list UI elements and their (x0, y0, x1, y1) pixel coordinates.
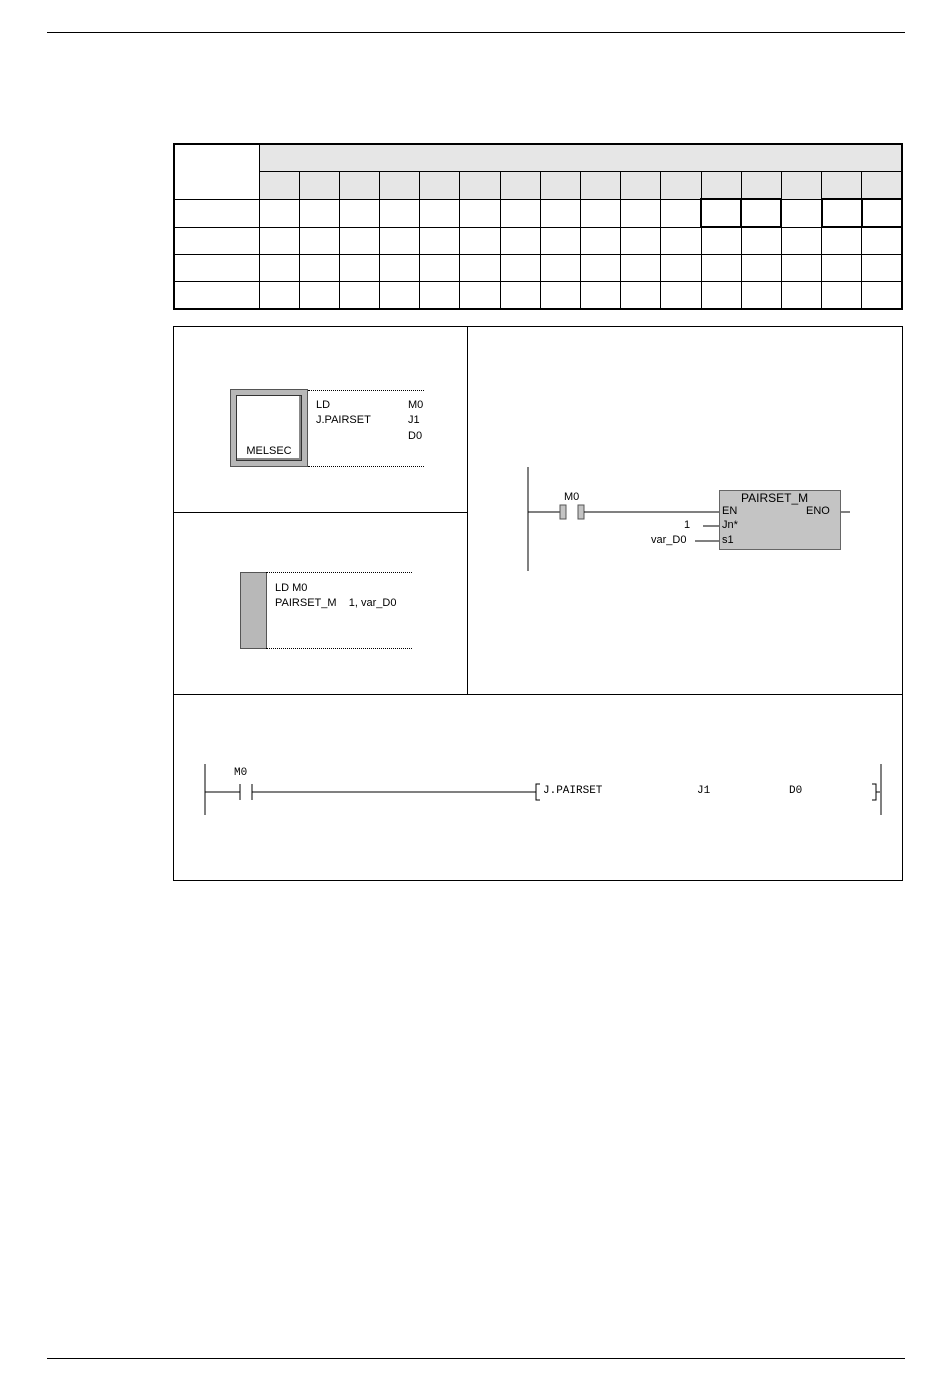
fb-input-value-1: 1 (684, 519, 691, 531)
ladder-operand-2: D0 (789, 785, 803, 797)
table-subheader-row (174, 172, 902, 200)
fb-pin-en: EN (722, 505, 738, 517)
fb-input-value-2: var_D0 (651, 534, 687, 546)
fb-pin-jn: Jn* (722, 519, 738, 531)
table-row (174, 199, 902, 227)
row-divider (174, 512, 467, 513)
listing-bottom-rule (308, 466, 424, 467)
section-divider (174, 694, 902, 695)
melsec-icon (230, 389, 308, 467)
il-op-2: J.PAIRSET (316, 414, 371, 426)
ladder-contact-label: M0 (234, 767, 248, 779)
device-table (173, 143, 903, 310)
bottom-rule (47, 1358, 905, 1359)
listing-top-rule (308, 390, 424, 391)
column-divider (467, 327, 468, 694)
il-arg-2: J1 (408, 414, 420, 426)
il-op-1: LD (316, 399, 331, 411)
listing-top-rule (266, 572, 412, 573)
fb-pin-eno: ENO (806, 505, 830, 517)
il-arg-3: D0 (408, 430, 423, 442)
melsec-icon-label: MELSEC (246, 445, 292, 457)
iec-listing-bar (240, 572, 267, 649)
table-corner-cell (174, 144, 259, 199)
table-row (174, 255, 902, 282)
iec-line-2: PAIRSET_M 1, var_D0 (275, 597, 397, 609)
ladder-instruction: J.PAIRSET (543, 785, 603, 797)
il-arg-1: M0 (408, 399, 424, 411)
fbd-contact-label: M0 (564, 491, 580, 503)
top-rule (47, 32, 905, 33)
table-header-band (259, 144, 902, 172)
ladder-operand-1: J1 (697, 785, 711, 797)
iec-line-1: LD M0 (275, 582, 308, 594)
function-block-name: PAIRSET_M (741, 491, 809, 505)
program-example-box (173, 326, 903, 881)
table-row (174, 227, 902, 255)
listing-bottom-rule (266, 648, 412, 649)
fb-pin-s1: s1 (722, 534, 734, 546)
table-row (174, 282, 902, 310)
